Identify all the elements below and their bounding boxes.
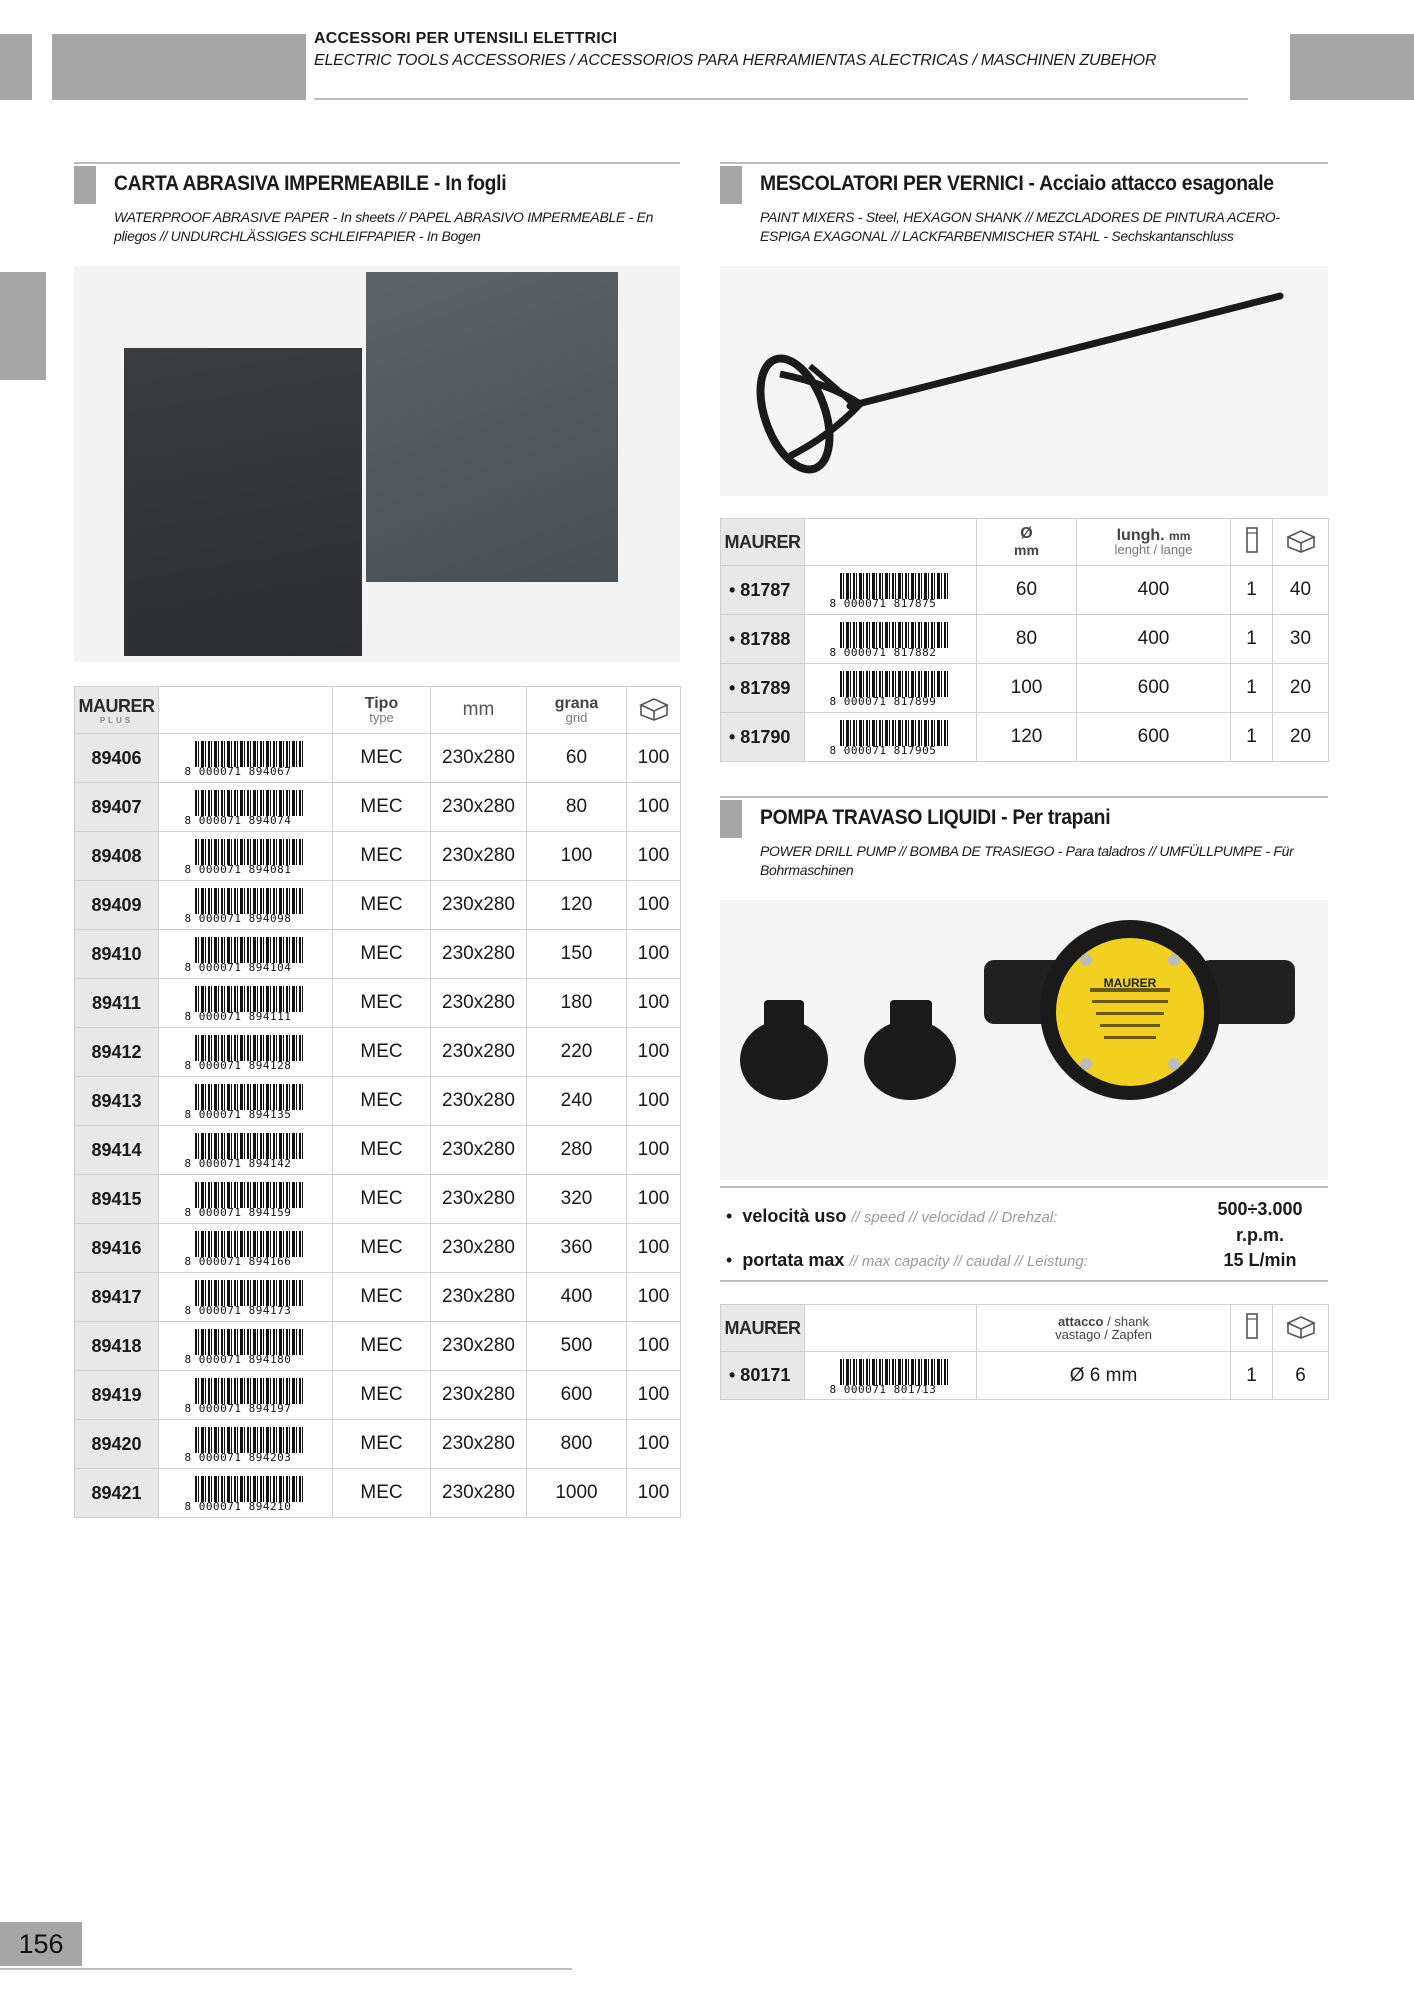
bullet: •: [726, 1206, 743, 1226]
barcode: 8 000071 894203: [185, 1424, 307, 1464]
grit-value: 120: [527, 881, 627, 930]
page-number: 156: [0, 1922, 82, 1966]
table-header-row: [721, 1305, 1329, 1352]
barcode-cell: [805, 1352, 977, 1400]
barcode-cell: [159, 1028, 333, 1077]
bullet: •: [726, 1250, 743, 1270]
tipo-value: MEC: [333, 1469, 431, 1518]
col-tipo: Tipo type: [333, 687, 431, 734]
inner-value: 1: [1231, 664, 1273, 713]
header-block: [52, 34, 306, 100]
table-row: [75, 783, 681, 832]
spec-capacity-value: 15 L/min: [1223, 1250, 1297, 1270]
grit-value: 180: [527, 979, 627, 1028]
product-code: 89417: [75, 1273, 159, 1322]
table-row: [721, 1352, 1329, 1400]
pack-value: 100: [627, 1420, 681, 1469]
mixer-image: [720, 266, 1328, 496]
tipo-value: MEC: [333, 979, 431, 1028]
table-row: [75, 734, 681, 783]
length-value: 400: [1077, 615, 1231, 664]
product-code: 89410: [75, 930, 159, 979]
col-mm: mm: [431, 687, 527, 734]
table-row: [75, 930, 681, 979]
grit-value: 80: [527, 783, 627, 832]
product-code: • 81790: [721, 713, 805, 762]
sandpaper-image: [74, 266, 680, 662]
length-value: 600: [1077, 713, 1231, 762]
barcode: 8 000071 894098: [185, 885, 307, 925]
sandpaper-title: CARTA ABRASIVA IMPERMEABILE - In fogli: [114, 172, 507, 195]
pack-value: 100: [627, 881, 681, 930]
tipo-value: MEC: [333, 881, 431, 930]
product-code: 89412: [75, 1028, 159, 1077]
tipo-value: MEC: [333, 1126, 431, 1175]
tipo-value: MEC: [333, 1322, 431, 1371]
barcode-cell: [805, 615, 977, 664]
barcode: 8 000071 894142: [185, 1130, 307, 1170]
barcode: 8 000071 894067: [185, 738, 307, 778]
barcode-header: [805, 519, 977, 566]
size-value: 230x280: [431, 1077, 527, 1126]
barcode: 8 000071 894197: [185, 1375, 307, 1415]
product-code: • 81787: [721, 566, 805, 615]
footer-divider: [0, 1968, 572, 1970]
size-value: 230x280: [431, 832, 527, 881]
barcode: 8 000071 894210: [185, 1473, 307, 1513]
inner-value: 1: [1231, 615, 1273, 664]
barcode: 8 000071 894180: [185, 1326, 307, 1366]
inner-pack-icon: [1231, 519, 1273, 566]
pack-value: 6: [1273, 1352, 1329, 1400]
barcode: 8 000071 801713: [830, 1356, 952, 1396]
pack-value: 100: [627, 930, 681, 979]
sandpaper-subtitle: WATERPROOF ABRASIVE PAPER - In sheets // PAPEL ABRASIVO IMPERMEABLE - En pliegos // UNDURCHLÄSSIGES SCHLEIFPAPIER - In Bogen: [114, 209, 654, 244]
grit-value: 60: [527, 734, 627, 783]
product-code: 89419: [75, 1371, 159, 1420]
spec-capacity-trans: // max capacity // caudal // Leistung:: [849, 1253, 1088, 1270]
pack-value: 100: [627, 979, 681, 1028]
table-row: [75, 1077, 681, 1126]
sandpaper-sheet-back: [366, 272, 618, 582]
size-value: 230x280: [431, 1322, 527, 1371]
grit-value: 400: [527, 1273, 627, 1322]
product-code: 89406: [75, 734, 159, 783]
box-icon: [1273, 1305, 1329, 1352]
tipo-value: MEC: [333, 783, 431, 832]
barcode-cell: [159, 734, 333, 783]
table-row: [75, 1126, 681, 1175]
table-row: [721, 615, 1329, 664]
size-value: 230x280: [431, 1175, 527, 1224]
barcode-cell: [159, 832, 333, 881]
section-divider: [74, 162, 680, 164]
table-row: [75, 1224, 681, 1273]
table-row: [75, 832, 681, 881]
barcode-cell: [159, 1175, 333, 1224]
product-code: • 81789: [721, 664, 805, 713]
length-value: 600: [1077, 664, 1231, 713]
col-grana: grana grid: [527, 687, 627, 734]
product-code: 89411: [75, 979, 159, 1028]
diameter-value: 120: [977, 713, 1077, 762]
size-value: 230x280: [431, 979, 527, 1028]
barcode-cell: [159, 881, 333, 930]
table-row: [75, 1028, 681, 1077]
sandpaper-table: [74, 686, 681, 1518]
pump-table: [720, 1304, 1329, 1400]
product-code: 89418: [75, 1322, 159, 1371]
barcode-cell: [159, 1420, 333, 1469]
product-code: 89408: [75, 832, 159, 881]
grit-value: 100: [527, 832, 627, 881]
table-header-row: [721, 519, 1329, 566]
grit-value: 1000: [527, 1469, 627, 1518]
page-header-title: ACCESSORI PER UTENSILI ELETTRICI: [314, 30, 618, 47]
table-row: [75, 1322, 681, 1371]
col-diameter: Ø mm: [977, 519, 1077, 566]
col-shank: attacco / shank vastago / Zapfen: [977, 1305, 1231, 1352]
pump-subtitle: POWER DRILL PUMP // BOMBA DE TRASIEGO - Para taladros // UMFÜLLPUMPE - Für Bohrmaschinen: [760, 843, 1294, 878]
pack-value: 30: [1273, 615, 1329, 664]
grit-value: 800: [527, 1420, 627, 1469]
col-length: lungh. mm lenght / lange: [1077, 519, 1231, 566]
tipo-value: MEC: [333, 832, 431, 881]
grit-value: 320: [527, 1175, 627, 1224]
mixers-subtitle: PAINT MIXERS - Steel, HEXAGON SHANK // MEZCLADORES DE PINTURA ACERO- ESPIGA EXAGONAL // LACKFARBENMISCHER STAHL - Sechskantanschluss: [760, 209, 1280, 244]
section-marker: [720, 166, 742, 204]
pack-value: 100: [627, 1469, 681, 1518]
size-value: 230x280: [431, 1273, 527, 1322]
barcode: 8 000071 894135: [185, 1081, 307, 1121]
spec-speed-trans: // speed // velocidad // Drehzal:: [851, 1209, 1058, 1226]
barcode: 8 000071 817899: [830, 668, 952, 708]
table-header-row: [75, 687, 681, 734]
tipo-value: MEC: [333, 1175, 431, 1224]
tipo-value: MEC: [333, 1028, 431, 1077]
inner-value: 1: [1231, 1352, 1273, 1400]
table-row: [75, 1420, 681, 1469]
box-icon: [627, 687, 681, 734]
product-code: 89407: [75, 783, 159, 832]
product-code: 89414: [75, 1126, 159, 1175]
brand-logo: MAURER: [721, 519, 805, 566]
section-divider: [720, 162, 1328, 164]
corner-tab-left: [0, 34, 32, 100]
shank-value: Ø 6 mm: [977, 1352, 1231, 1400]
barcode-header: [805, 1305, 977, 1352]
table-row: [75, 1175, 681, 1224]
inner-pack-icon: [1231, 1305, 1273, 1352]
grit-value: 600: [527, 1371, 627, 1420]
product-code: 89421: [75, 1469, 159, 1518]
size-value: 230x280: [431, 881, 527, 930]
barcode-header: [159, 687, 333, 734]
diameter-value: 100: [977, 664, 1077, 713]
inner-value: 1: [1231, 713, 1273, 762]
product-code: 89420: [75, 1420, 159, 1469]
mixers-table: [720, 518, 1329, 762]
barcode-cell: [159, 1273, 333, 1322]
table-row: [75, 1273, 681, 1322]
barcode: 8 000071 894128: [185, 1032, 307, 1072]
brand-logo: MAURER: [721, 1305, 805, 1352]
grit-value: 500: [527, 1322, 627, 1371]
corner-tab-right: [1290, 34, 1414, 100]
pump-image: [720, 900, 1328, 1180]
barcode-cell: [805, 713, 977, 762]
table-row: [75, 881, 681, 930]
diameter-value: 80: [977, 615, 1077, 664]
table-row: [75, 1371, 681, 1420]
table-row: [75, 1469, 681, 1518]
inner-value: 1: [1231, 566, 1273, 615]
size-value: 230x280: [431, 1469, 527, 1518]
page-header-subtitle: ELECTRIC TOOLS ACCESSORIES / ACCESSORIOS PARA HERRAMIENTAS ALECTRICAS / MASCHINEN ZUBEHOR: [314, 52, 1157, 69]
spec-speed-value-2: r.p.m.: [1235, 1225, 1284, 1245]
tipo-value: MEC: [333, 1077, 431, 1126]
barcode: 8 000071 894081: [185, 836, 307, 876]
product-code: • 80171: [721, 1352, 805, 1400]
barcode-cell: [159, 1126, 333, 1175]
product-code: 89416: [75, 1224, 159, 1273]
table-row: [721, 713, 1329, 762]
pack-value: 100: [627, 783, 681, 832]
tipo-value: MEC: [333, 734, 431, 783]
table-row: [75, 979, 681, 1028]
product-code: 89413: [75, 1077, 159, 1126]
size-value: 230x280: [431, 734, 527, 783]
tipo-value: MEC: [333, 1224, 431, 1273]
header-divider: [314, 98, 1248, 100]
size-value: 230x280: [431, 1420, 527, 1469]
barcode: 8 000071 817905: [830, 717, 952, 757]
section-marker: [74, 166, 96, 204]
pack-value: 100: [627, 734, 681, 783]
barcode-cell: [159, 1077, 333, 1126]
product-code: • 81788: [721, 615, 805, 664]
barcode-cell: [805, 566, 977, 615]
size-value: 230x280: [431, 783, 527, 832]
pack-value: 20: [1273, 664, 1329, 713]
barcode: 8 000071 894111: [185, 983, 307, 1023]
barcode-cell: [159, 930, 333, 979]
box-icon: [1273, 519, 1329, 566]
spec-speed-value-1: 500÷3.000: [1217, 1199, 1303, 1219]
barcode-cell: [159, 1371, 333, 1420]
section-divider: [720, 796, 1328, 798]
pack-value: 40: [1273, 566, 1329, 615]
grit-value: 360: [527, 1224, 627, 1273]
specs-top-divider: [720, 1186, 1328, 1188]
spec-speed-value: [1180, 1196, 1340, 1248]
barcode-cell: [805, 664, 977, 713]
size-value: 230x280: [431, 1371, 527, 1420]
pack-value: 100: [627, 1175, 681, 1224]
side-tab: [0, 272, 46, 380]
spec-capacity-label: portata max: [742, 1250, 845, 1270]
barcode: 8 000071 894159: [185, 1179, 307, 1219]
pack-value: 100: [627, 1273, 681, 1322]
table-row: [721, 566, 1329, 615]
barcode: 8 000071 894074: [185, 787, 307, 827]
pump-label-text: MAURER: [1103, 976, 1157, 990]
barcode-cell: [159, 783, 333, 832]
product-code: 89409: [75, 881, 159, 930]
barcode-cell: [159, 1224, 333, 1273]
pack-value: 100: [627, 1224, 681, 1273]
tipo-value: MEC: [333, 1371, 431, 1420]
barcode: 8 000071 894173: [185, 1277, 307, 1317]
tipo-value: MEC: [333, 1273, 431, 1322]
brand-logo: MAURER PLUS: [75, 687, 159, 734]
size-value: 230x280: [431, 1126, 527, 1175]
barcode-cell: [159, 1322, 333, 1371]
grit-value: 220: [527, 1028, 627, 1077]
pack-value: 100: [627, 832, 681, 881]
barcode-cell: [159, 1469, 333, 1518]
barcode: 8 000071 817882: [830, 619, 952, 659]
pack-value: 100: [627, 1126, 681, 1175]
mixers-title: MESCOLATORI PER VERNICI - Acciaio attacco esagonale: [760, 172, 1274, 195]
pack-value: 100: [627, 1077, 681, 1126]
size-value: 230x280: [431, 930, 527, 979]
length-value: 400: [1077, 566, 1231, 615]
tipo-value: MEC: [333, 1420, 431, 1469]
product-code: 89415: [75, 1175, 159, 1224]
tipo-value: MEC: [333, 930, 431, 979]
specs-bottom-divider: [720, 1280, 1328, 1282]
pack-value: 100: [627, 1371, 681, 1420]
barcode-cell: [159, 979, 333, 1028]
table-row: [721, 664, 1329, 713]
barcode: 8 000071 894166: [185, 1228, 307, 1268]
grit-value: 280: [527, 1126, 627, 1175]
grit-value: 150: [527, 930, 627, 979]
grit-value: 240: [527, 1077, 627, 1126]
pack-value: 100: [627, 1028, 681, 1077]
barcode: 8 000071 817875: [830, 570, 952, 610]
size-value: 230x280: [431, 1028, 527, 1077]
sandpaper-sheet-front: [124, 348, 362, 656]
section-marker: [720, 800, 742, 838]
spec-speed-label: velocità uso: [742, 1206, 847, 1226]
pump-title: POMPA TRAVASO LIQUIDI - Per trapani: [760, 806, 1111, 829]
pack-value: 20: [1273, 713, 1329, 762]
barcode: 8 000071 894104: [185, 934, 307, 974]
pack-value: 100: [627, 1322, 681, 1371]
diameter-value: 60: [977, 566, 1077, 615]
size-value: 230x280: [431, 1224, 527, 1273]
